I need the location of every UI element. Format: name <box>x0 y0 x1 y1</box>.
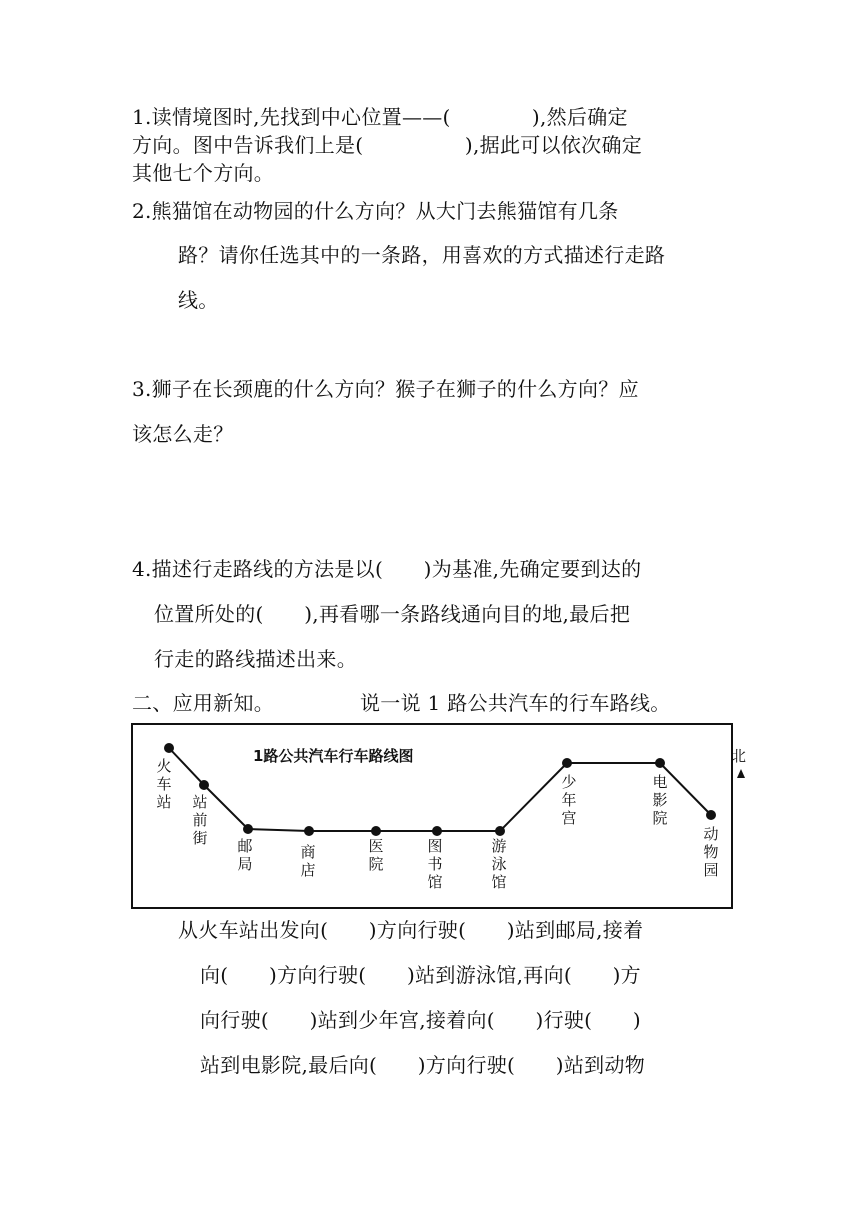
map-title: 1路公共汽车行车路线图 <box>253 747 414 765</box>
bus-route-map <box>131 723 747 909</box>
q2-line-2: 路？请你任选其中的一条路，用喜欢的方式描述行走路 <box>178 243 666 267</box>
stop-dot-huochezhan <box>164 743 174 753</box>
fill-in-line-4: 站到电影院,最后向( )方向行驶( )站到动物 <box>200 1053 646 1077</box>
section-2-prompt: 说一说 1 路公共汽车的行车路线。 <box>360 691 671 715</box>
north-arrow-icon <box>737 769 745 778</box>
stop-dot-tushuguan <box>432 826 442 836</box>
stop-label-zhanqianjie: 站前街 <box>192 793 208 847</box>
q4-line-2: 位置所处的( ),再看哪一条路线通向目的地,最后把 <box>154 602 631 626</box>
stop-dot-youju <box>243 824 253 834</box>
stop-label-shaoniangong: 少年宫 <box>561 773 577 827</box>
q1-line-1: 1.读情境图时,先找到中心位置——( ),然后确定 <box>132 105 628 129</box>
stop-label-shangdian: 商店 <box>300 843 316 879</box>
fill-in-line-3: 向行驶( )站到少年宫,接着向( )行驶( ) <box>200 1008 641 1032</box>
q3-line-2: 该怎么走？ <box>132 422 234 446</box>
stop-dot-yiyuan <box>371 826 381 836</box>
q1-line-3: 其他七个方向。 <box>132 161 275 185</box>
q1-line-2: 方向。图中告诉我们上是( ),据此可以依次确定 <box>132 133 643 157</box>
fill-in-line-1: 从火车站出发向( )方向行驶( )站到邮局,接着 <box>178 918 644 942</box>
stop-dot-youyongguan <box>495 826 505 836</box>
q2-line-3: 线。 <box>178 288 219 312</box>
stop-dot-dongwuyuan <box>706 810 716 820</box>
stop-dot-zhanqianjie <box>199 780 209 790</box>
q2-line-1: 2.熊猫馆在动物园的什么方向？从大门去熊猫馆有几条 <box>132 199 619 223</box>
stop-label-huochezhan: 火车站 <box>156 757 172 811</box>
stop-dot-shangdian <box>304 826 314 836</box>
stop-label-tushuguan: 图书馆 <box>427 837 443 891</box>
stop-label-youju: 邮局 <box>237 837 253 873</box>
q3-line-1: 3.狮子在长颈鹿的什么方向？猴子在狮子的什么方向？应 <box>132 377 639 401</box>
stop-label-dongwuyuan: 动物园 <box>703 825 719 879</box>
q4-line-3: 行走的路线描述出来。 <box>154 647 357 671</box>
fill-in-line-2: 向( )方向行驶( )站到游泳馆,再向( )方 <box>200 963 641 987</box>
stop-dot-dianyingyuan <box>655 758 665 768</box>
stop-label-yiyuan: 医院 <box>368 837 384 873</box>
q4-line-1: 4.描述行走路线的方法是以( )为基准,先确定要到达的 <box>132 557 642 581</box>
stop-label-dianyingyuan: 电影院 <box>652 773 668 827</box>
section-2-heading: 二、应用新知。 <box>132 691 275 715</box>
stop-dot-shaoniangong <box>562 758 572 768</box>
stop-label-youyongguan: 游泳馆 <box>491 837 507 891</box>
north-label: 北 <box>731 747 747 765</box>
